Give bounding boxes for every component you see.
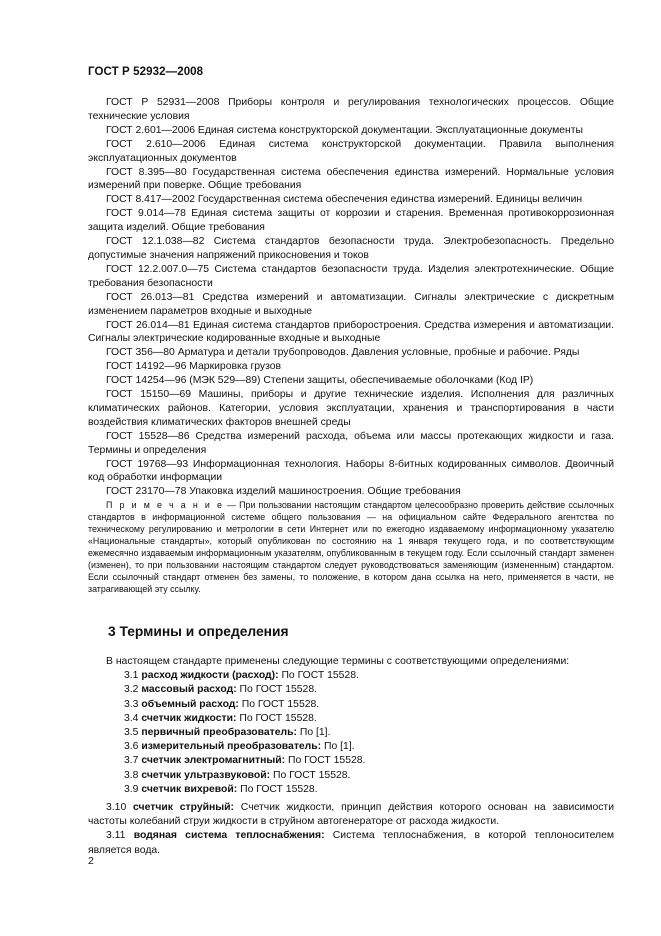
term-definition: По ГОСТ 15528. [278, 670, 359, 682]
term-item [88, 829, 614, 857]
term-number: 3.2 [124, 684, 139, 696]
reference-item: ГОСТ 19768—93 Информационная технология. Наборы 8-битных кодированных символов. Двоичный код обработки информации [88, 458, 614, 484]
reference-item: ГОСТ 9.014—78 Единая система защиты от коррозии и старения. Временная противокоррозионная защита изделий. Общие требования [88, 208, 614, 234]
term-number: 3.3 [124, 698, 139, 710]
term-number: 3.9 [124, 783, 139, 795]
term-item [88, 669, 614, 683]
reference-item: ГОСТ 8.395—80 Государственная система обеспечения единства измерений. Нормальные условия измерений при поверке. Общие требования [88, 166, 614, 192]
term-definition: Система теплоснабжения, в которой теплоносителем является вода. [88, 830, 615, 856]
terms-section [88, 624, 614, 858]
term-number: 3.6 [124, 741, 139, 753]
reference-item: ГОСТ 14192—96 Маркировка грузов [106, 361, 282, 373]
reference-item: ГОСТ 12.2.007.0—75 Система стандартов безопасности труда. Изделия электротехнические. Общие требования безопасности [88, 263, 614, 289]
term-name: измерительный преобразователь: [141, 741, 322, 753]
term-number: 3.10 [106, 802, 127, 814]
term-definition: По [1]. [297, 727, 331, 739]
term-name: счетчик электромагнитный: [141, 755, 286, 767]
term-item [88, 683, 614, 697]
term-name: объемный расход: [141, 698, 239, 710]
term-number: 3.8 [124, 769, 139, 781]
term-item [88, 712, 614, 726]
term-name: массовый расход: [141, 684, 237, 696]
reference-item: ГОСТ 2.610—2006 Единая система конструкторской документации. Правила выполнения эксплуатационных документов [88, 138, 614, 164]
reference-item: ГОСТ Р 52931—2008 Приборы контроля и регулирования технологических процессов. Общие технические условия [88, 97, 614, 122]
note-text: — При пользовании настоящим стандартом целесообразно проверить действие ссылочных стандартов в информационной системе общего пользования — на официальном сайте Федерального агентства по техническому регулированию и метрологии в сети Интернет или по ежегодно издаваемому информационному указателю «Национальные стандарты», который опубликован по состоянию на 1 января текущего года, и по соответствующим ежемесячно издаваемым информационным указателям, опубликованным в текущем году. Если ссылочный стандарт заменен (изменен), то при пользовании настоящим стандартом следует руководствоваться заменяющим (измененным) стандартом. Если ссылочный стандарт отменен без замены, то положение, в котором дана ссылка на него, применяется в части, не затрагивающей эту ссылку. [88, 500, 614, 595]
term-item [88, 754, 614, 768]
term-item [88, 698, 614, 712]
term-item [88, 726, 614, 740]
term-number: 3.4 [124, 712, 139, 724]
term-definition: По ГОСТ 15528. [270, 769, 351, 781]
term-number: 3.7 [124, 755, 139, 767]
page-number: 2 [88, 856, 94, 867]
term-item [88, 769, 614, 783]
reference-item: ГОСТ 2.601—2006 Единая система конструкторской документации. Эксплуатационные документы [106, 124, 584, 136]
term-name: расход жидкости (расход): [141, 670, 279, 682]
reference-item: ГОСТ 26.013—81 Средства измерений и автоматизации. Сигналы электрические с дискретным изменением параметров входные и выходные [88, 291, 614, 317]
term-item [88, 740, 614, 754]
reference-item: ГОСТ 8.417—2002 Государственная система обеспечения единства измерений. Единицы величин [106, 194, 583, 206]
term-number: 3.1 [124, 670, 139, 682]
page-header: ГОСТ Р 52932—2008 [88, 66, 204, 78]
term-definition: По ГОСТ 15528. [236, 712, 317, 724]
term-name: счетчик жидкости: [141, 712, 237, 724]
reference-item: ГОСТ 23170—78 Упаковка изделий машиностроения. Общие требования [106, 486, 461, 498]
term-item [88, 783, 614, 797]
term-definition: По [1]. [321, 741, 355, 753]
reference-item: ГОСТ 15528—86 Средства измерений расхода, объема или массы протекающих жидкости и газа. Термины и определения [88, 430, 614, 456]
term-definition: По ГОСТ 15528. [285, 755, 366, 767]
term-definition: По ГОСТ 15528. [236, 684, 317, 696]
term-name: счетчик вихревой: [141, 783, 238, 795]
reference-item: ГОСТ 12.1.038—82 Система стандартов безопасности труда. Электробезопасность. Предельно допустимые значения напряжений прикосновения и токов [88, 236, 614, 261]
term-item [88, 801, 614, 829]
note-paragraph [88, 499, 614, 595]
term-name: первичный преобразователь: [141, 727, 297, 739]
reference-item: ГОСТ 356—80 Арматура и детали трубопроводов. Давления условные, пробные и рабочие. Ряды [106, 347, 580, 359]
term-name: счетчик струйный: [133, 802, 234, 814]
section-heading: 3 Термины и определения [108, 624, 289, 639]
term-definition: По ГОСТ 15528. [237, 783, 318, 795]
term-number: 3.11 [106, 830, 126, 842]
reference-item: ГОСТ 14254—96 (МЭК 529—89) Степени защиты, обеспечиваемые оболочками (Код IP) [106, 375, 534, 387]
term-number: 3.5 [124, 727, 139, 739]
section-intro: В настоящем стандарте применены следующие термины с соответствующими определениями: [106, 656, 570, 667]
reference-item: ГОСТ 26.014—81 Единая система стандартов приборостроения. Средства измерения и автоматизации. Сигналы электрические кодированные входные и выходные [88, 319, 614, 345]
note-label: П р и м е ч а н и е [106, 500, 224, 511]
term-name: водяная система теплоснабжения: [133, 830, 325, 842]
references-list [88, 96, 614, 595]
reference-item: ГОСТ 15150—69 Машины, приборы и другие технические изделия. Исполнения для различных климатических районов. Категории, условия эксплуатации, хранения и транспортирования в части воздействия климатических факторов внешней среды [88, 389, 614, 428]
term-definition: По ГОСТ 15528. [238, 698, 320, 710]
term-name: счетчик ультразвуковой: [141, 769, 271, 781]
term-definition: Счетчик жидкости, принцип действия которого основан на зависимости частоты колебаний струи жидкости в струйном автогенераторе от расхода жидкости. [88, 802, 614, 828]
